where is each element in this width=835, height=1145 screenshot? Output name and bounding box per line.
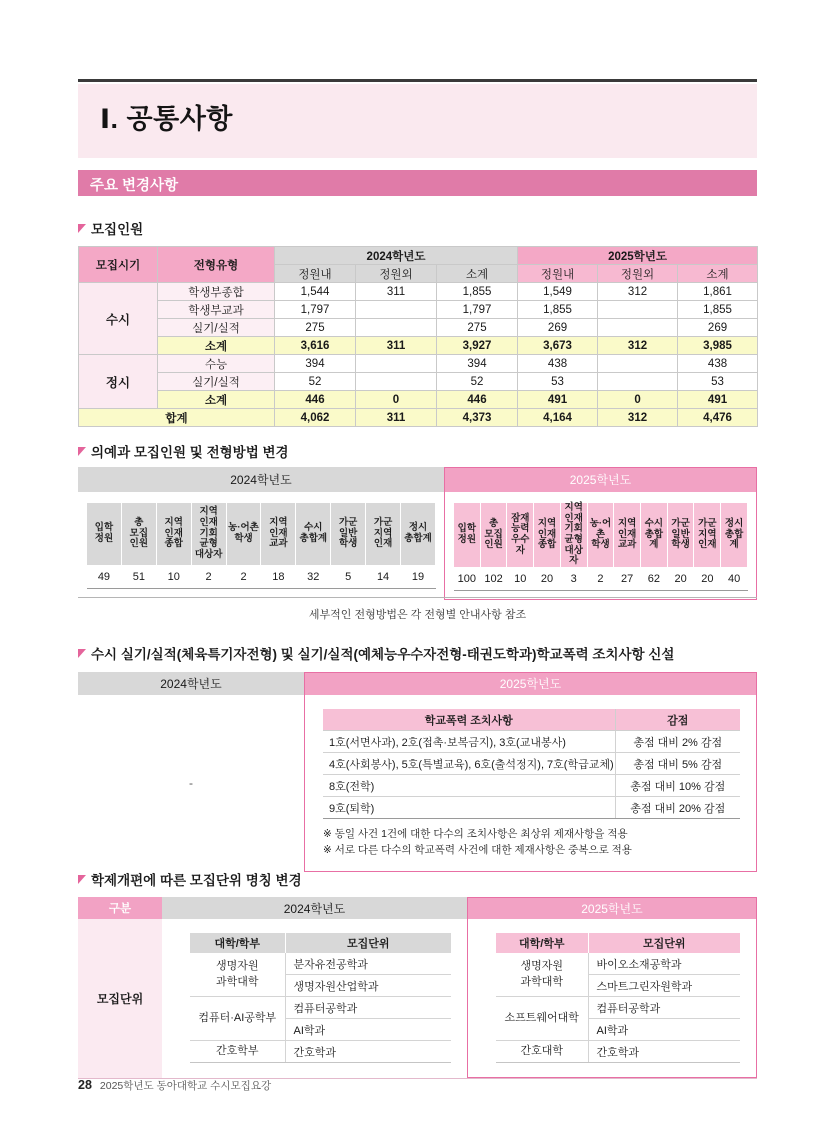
recruit-value-cell: 394 [437, 355, 518, 373]
recruit-total-value: 4,062 [275, 409, 356, 427]
medical-value-2024: 51 [121, 566, 156, 589]
recruit-value-cell: 269 [678, 319, 758, 337]
recruit-subheader-2025: 소계 [678, 265, 758, 283]
table-row [190, 953, 451, 975]
medical-value-2025: 102 [480, 567, 507, 590]
medical-table-note: 세부적인 전형방법은 각 전형별 안내사항 참조 [78, 597, 757, 622]
recruit-value-cell: 275 [437, 319, 518, 337]
recruit-value-cell: 1,797 [275, 301, 356, 319]
recruit-value-cell: 3,616 [275, 337, 356, 355]
unit-name-2024: 생명자원산업학과 [285, 975, 451, 997]
recruit-total-value: 4,476 [678, 409, 758, 427]
medical-header-2025: 지역 인재 종합 [534, 503, 561, 568]
subheading-recruit: 모집인원 [78, 218, 143, 238]
recruit-value-cell: 311 [356, 283, 437, 301]
table-row [79, 391, 758, 409]
violence-year-2025-label: 2025학년도 [304, 672, 757, 695]
medical-year-header-row [78, 467, 757, 492]
violence-note-line: ※ 동일 사건 1건에 대한 다수의 조치사항은 최상위 제재사항을 적용 [323, 828, 628, 840]
medical-header-2025: 수시 총합계 [641, 503, 668, 568]
medical-year-2024-label: 2024학년도 [78, 467, 444, 492]
medical-header-2025: 가군 지역 인재 [694, 503, 721, 568]
violence-2025-outline-top [304, 672, 757, 695]
medical-value-2025: 62 [641, 567, 668, 590]
recruit-value-cell: 52 [275, 373, 356, 391]
violence-notes [323, 826, 738, 859]
unit-name-2025: 바이오소재공학과 [588, 953, 740, 975]
recruit-value-cell: 1,855 [437, 283, 518, 301]
medical-header-2025: 총 모집 인원 [480, 503, 507, 568]
medical-value-2025: 40 [721, 567, 748, 590]
subheading-unit: 학제개편에 따른 모집단위 명칭 변경 [78, 869, 302, 889]
unit-2025-outline-top [467, 897, 757, 919]
subheading-medical: 의예과 모집인원 및 전형방법 변경 [78, 441, 289, 461]
recruit-type-label: 수능 [158, 355, 275, 373]
violence-deduction-cell: 총점 대비 10% 감점 [615, 775, 740, 797]
medical-header-2024: 가군 지역 인재 [366, 503, 401, 566]
violence-measure-cell: 9호(퇴학) [323, 797, 615, 819]
violence-year-2024-label: 2024학년도 [78, 672, 304, 695]
table-row [323, 753, 740, 775]
medical-value-2025: 2 [587, 567, 614, 590]
medical-value-2024: 2 [226, 566, 261, 589]
recruit-value-cell: 491 [678, 391, 758, 409]
unit-college-2025: 생명자원 과학대학 [496, 953, 588, 997]
unit-col-college-2024: 대학/학부 [190, 933, 285, 953]
recruit-value-cell [598, 319, 678, 337]
medical-value-2024: 18 [261, 566, 296, 589]
table-row [190, 1041, 451, 1063]
recruit-value-cell: 438 [678, 355, 758, 373]
medical-table-2025 [444, 492, 757, 600]
table-row [79, 319, 758, 337]
recruit-value-cell [598, 373, 678, 391]
recruit-type-label: 실기/실적 [158, 319, 275, 337]
medical-table-2024 [78, 492, 444, 600]
recruit-value-cell: 1,861 [678, 283, 758, 301]
recruit-value-cell [598, 301, 678, 319]
medical-value-2025: 20 [694, 567, 721, 590]
medical-quota-section [78, 467, 757, 600]
table-row [496, 997, 740, 1019]
medical-header-2025: 입학 정원 [454, 503, 481, 568]
recruit-value-cell [356, 355, 437, 373]
recruit-type-label: 소계 [158, 391, 275, 409]
recruit-value-cell: 3,985 [678, 337, 758, 355]
recruit-value-cell: 446 [437, 391, 518, 409]
medical-value-2025: 20 [534, 567, 561, 590]
violence-note-line: ※ 서로 다른 다수의 학교폭력 사건에 대한 제재사항은 중복으로 적용 [323, 844, 632, 857]
violence-deduction-cell: 총점 대비 2% 감점 [615, 731, 740, 753]
recruit-subheader-2024: 정원내 [275, 265, 356, 283]
recruit-value-cell: 312 [598, 283, 678, 301]
recruit-value-cell: 0 [598, 391, 678, 409]
medical-value-2024: 19 [401, 566, 436, 589]
violence-measures-section [78, 672, 757, 872]
medical-header-2025: 가군 일반 학생 [667, 503, 694, 568]
unit-year-2025-label: 2025학년도 [467, 897, 757, 919]
flag-marker-icon [78, 447, 86, 456]
recruit-quota-table [78, 246, 758, 427]
recruit-value-cell [598, 355, 678, 373]
section-header-band [78, 170, 757, 196]
recruit-col-period: 모집시기 [79, 247, 158, 283]
recruit-value-cell: 0 [356, 391, 437, 409]
violence-col-deduction: 감점 [615, 709, 740, 731]
table-row [79, 283, 758, 301]
recruit-subheader-2025: 정원내 [518, 265, 598, 283]
unit-college-2025: 간호대학 [496, 1041, 588, 1063]
recruit-value-cell: 446 [275, 391, 356, 409]
table-row [79, 301, 758, 319]
recruit-header-row-1 [79, 247, 758, 265]
flag-marker-icon [78, 649, 86, 658]
unit-college-2024: 컴퓨터·AI공학부 [190, 997, 285, 1041]
recruit-value-cell: 1,855 [518, 301, 598, 319]
recruit-year-2025: 2025학년도 [518, 247, 758, 265]
unit-name-2025: AI학과 [588, 1019, 740, 1041]
violence-measure-cell: 1호(서면사과), 2호(접촉·보복금지), 3호(교내봉사) [323, 731, 615, 753]
recruit-value-cell: 3,927 [437, 337, 518, 355]
medical-header-2024: 지역 인재 교과 [261, 503, 296, 566]
unit-col-gubun: 구분 [78, 897, 162, 919]
table-row [79, 337, 758, 355]
recruit-value-cell [356, 373, 437, 391]
flag-marker-icon [78, 875, 86, 884]
recruit-year-2024: 2024학년도 [275, 247, 518, 265]
flag-marker-icon [78, 224, 86, 233]
violence-2024-empty-cell: - [189, 776, 193, 791]
recruit-value-cell: 53 [678, 373, 758, 391]
violence-measure-cell: 4호(사회봉사), 5호(특별교육), 6호(출석정지), 7호(학급교체) [323, 753, 615, 775]
recruit-subheader-2024: 소계 [437, 265, 518, 283]
unit-name-2024: 컴퓨터공학과 [285, 997, 451, 1019]
unit-name-2025: 간호학과 [588, 1041, 740, 1063]
recruit-period-label: 수시 [79, 283, 158, 355]
unit-name-2025: 컴퓨터공학과 [588, 997, 740, 1019]
table-row [323, 731, 740, 753]
table-row [496, 1041, 740, 1063]
recruit-value-cell: 269 [518, 319, 598, 337]
recruit-value-cell: 491 [518, 391, 598, 409]
recruit-value-cell: 52 [437, 373, 518, 391]
table-row [323, 775, 740, 797]
medical-header-2024: 총 모집 인원 [121, 503, 156, 566]
violence-2025-content [304, 695, 757, 872]
medical-header-2025: 농·어촌 학생 [587, 503, 614, 568]
recruit-total-value: 4,373 [437, 409, 518, 427]
recruit-value-cell: 311 [356, 337, 437, 355]
top-divider-rule [78, 79, 757, 82]
recruit-type-label: 실기/실적 [158, 373, 275, 391]
medical-value-2025: 27 [614, 567, 641, 590]
recruit-value-cell: 1,544 [275, 283, 356, 301]
medical-value-2024: 14 [366, 566, 401, 589]
footer-text: 2025학년도 동아대학교 수시모집요강 [99, 1080, 272, 1092]
medical-value-2025: 20 [667, 567, 694, 590]
recruit-total-value: 4,164 [518, 409, 598, 427]
recruit-period-label: 정시 [79, 355, 158, 409]
medical-value-2025: 3 [560, 567, 587, 590]
recruit-type-label: 소계 [158, 337, 275, 355]
violence-deduction-cell: 총점 대비 5% 감점 [615, 753, 740, 775]
violence-measure-cell: 8호(전학) [323, 775, 615, 797]
recruit-value-cell: 312 [598, 337, 678, 355]
medical-header-2024: 입학 정원 [87, 503, 122, 566]
medical-header-2024: 가군 일반 학생 [331, 503, 366, 566]
recruit-total-value: 312 [598, 409, 678, 427]
table-row [79, 373, 758, 391]
medical-header-2025: 정시 총합계 [721, 503, 748, 568]
recruit-type-label: 학생부종합 [158, 283, 275, 301]
unit-col-unit-2024: 모집단위 [285, 933, 451, 953]
table-row [190, 997, 451, 1019]
unit-college-2024: 생명자원 과학대학 [190, 953, 285, 997]
recruit-total-row [79, 409, 758, 427]
footer-page-number: 28 [78, 1078, 92, 1092]
recruit-value-cell: 1,797 [437, 301, 518, 319]
medical-value-2025: 100 [454, 567, 481, 590]
medical-value-2024: 49 [87, 566, 122, 589]
recruit-type-label: 학생부교과 [158, 301, 275, 319]
medical-value-2024: 10 [156, 566, 191, 589]
medical-header-2024: 농·어촌 학생 [226, 503, 261, 566]
violence-col-measure: 학교폭력 조치사항 [323, 709, 615, 731]
unit-name-2024: AI학과 [285, 1019, 451, 1041]
unit-col-unit-2025: 모집단위 [588, 933, 740, 953]
medical-header-2024: 지역 인재 종합 [156, 503, 191, 566]
medical-year-2025-label: 2025학년도 [444, 467, 757, 492]
violence-measures-table [323, 709, 740, 819]
subheading-violence: 수시 실기/실적(체육특기자전형) 및 실기/실적(예체능우수자전형-태권도학과)학교폭력 조치사항 신설 [78, 643, 674, 663]
recruit-value-cell [356, 319, 437, 337]
recruit-value-cell: 275 [275, 319, 356, 337]
recruit-subheader-2024: 정원외 [356, 265, 437, 283]
medical-header-2025: 지역 인재 교과 [614, 503, 641, 568]
medical-value-2024: 5 [331, 566, 366, 589]
medical-header-2024: 수시 총합계 [296, 503, 331, 566]
unit-name-2024: 분자유전공학과 [285, 953, 451, 975]
medical-value-2024: 32 [296, 566, 331, 589]
medical-value-2025: 10 [507, 567, 534, 590]
page-title: Ⅰ. 공통사항 [100, 104, 233, 134]
recruit-value-cell [356, 301, 437, 319]
section-header-label: 주요 변경사항 [90, 178, 179, 194]
recruit-value-cell: 53 [518, 373, 598, 391]
unit-name-2025: 스마트그린자원학과 [588, 975, 740, 997]
recruit-value-cell: 3,673 [518, 337, 598, 355]
recruit-value-cell: 438 [518, 355, 598, 373]
recruit-value-cell: 1,549 [518, 283, 598, 301]
medical-header-2025: 잠재 능력 우수자 [507, 503, 534, 568]
page-footer [78, 1078, 271, 1093]
recruit-value-cell: 394 [275, 355, 356, 373]
unit-rename-section [78, 897, 757, 1079]
table-row [79, 355, 758, 373]
recruit-col-type: 전형유형 [158, 247, 275, 283]
unit-college-2024: 간호학부 [190, 1041, 285, 1063]
medical-header-2024: 정시 총합계 [401, 503, 436, 566]
recruit-total-value: 311 [356, 409, 437, 427]
medical-header-2024: 지역 인재 기회 균형 대상자 [191, 503, 226, 566]
unit-name-2024: 간호학과 [285, 1041, 451, 1063]
violence-deduction-cell: 총점 대비 20% 감점 [615, 797, 740, 819]
unit-college-2025: 소프트웨어대학 [496, 997, 588, 1041]
unit-year-2024-label: 2024학년도 [162, 897, 467, 919]
medical-value-2024: 2 [191, 566, 226, 589]
unit-row-label: 모집단위 [78, 919, 162, 1078]
recruit-value-cell: 1,855 [678, 301, 758, 319]
unit-col-college-2025: 대학/학부 [496, 933, 588, 953]
medical-header-2025: 지역 인재 기회 균형 대상자 [560, 503, 587, 568]
recruit-subheader-2025: 정원외 [598, 265, 678, 283]
table-row [323, 797, 740, 819]
unit-table-2025 [467, 919, 757, 1078]
unit-table-2024 [162, 919, 467, 1078]
recruit-total-label: 합계 [79, 409, 275, 427]
table-row [496, 953, 740, 975]
